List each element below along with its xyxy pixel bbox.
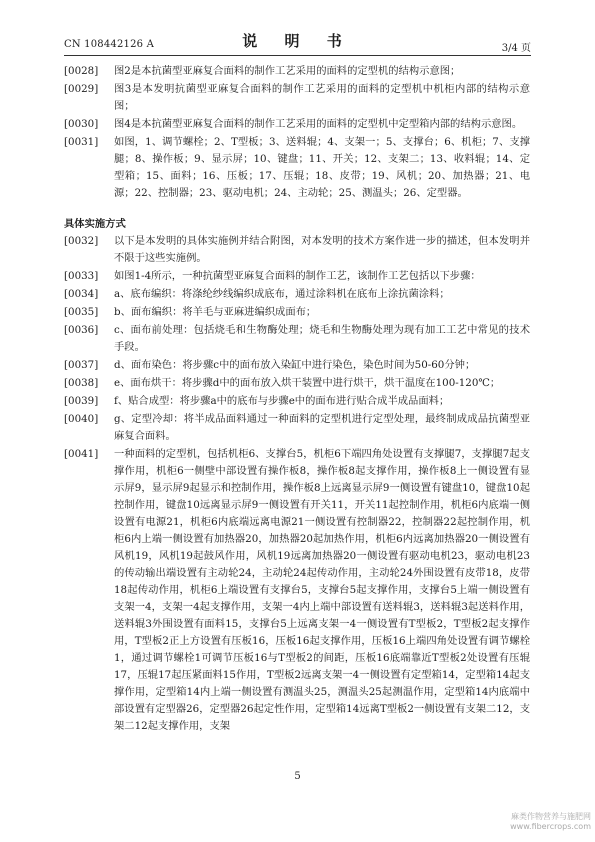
paragraph-number: [0031] xyxy=(64,136,99,148)
paragraph-number: [0036] xyxy=(64,324,99,336)
paragraph-number: [0039] xyxy=(64,395,99,407)
paragraph-text: d、面布染色：将步骤c中的面布放入染缸中进行染色，染色时间为50-60分钟； xyxy=(114,359,476,371)
paragraph-text: 如图，1、调节螺栓；2、T型板；3、送料辊；4、支架一；5、支撑台；6、机柜；7、支撑腿；8、操作板；9、显示屏；10、键盘；11、开关；12、支架二；13、收料辊；14、定型箱；15、面料；16、压板；17、压辊；18、皮带；19、风机；20、加热器；21、电源；22、控制器；23、驱动电机；24、主动轮；25、测温头；26、定型器。 xyxy=(114,136,530,199)
paragraph xyxy=(64,375,530,392)
paragraph-number: [0033] xyxy=(64,270,99,282)
paragraph xyxy=(64,116,530,133)
paragraph xyxy=(64,268,530,285)
paragraph-number: [0030] xyxy=(64,118,99,130)
paragraph-number: [0038] xyxy=(64,377,99,389)
paragraph-number: [0041] xyxy=(64,448,99,460)
paragraph xyxy=(64,393,530,410)
paragraph xyxy=(64,357,530,374)
paragraph-number: [0032] xyxy=(64,235,99,247)
paragraph-text: 如图1-4所示，一种抗菌型亚麻复合面料的制作工艺，该制作工艺包括以下步骤： xyxy=(114,270,481,282)
paragraph-text: a、底布编织：将涤纶纱线编织成底布，通过涂料机在底布上涂抗菌涂料； xyxy=(114,288,450,300)
page-indicator: 3/4 页 xyxy=(501,43,531,54)
paragraph-text: g、定型冷却：将半成品面料通过一种面料的定型机进行定型处理，最终制成成品抗菌型亚麻复合面料。 xyxy=(114,413,530,442)
paragraph xyxy=(64,81,530,115)
paragraph-text: e、面布烘干：将步骤d中的面布放入烘干装置中进行烘干，烘干温度在100-120℃； xyxy=(114,377,501,389)
paragraph-text: 以下是本发明的具体实施例并结合附图，对本发明的技术方案作进一步的描述，但本发明并不限于这些实施例。 xyxy=(114,235,530,264)
paragraph-text: 图2是本抗菌型亚麻复合面料的制作工艺采用的面料的定型机的结构示意图； xyxy=(114,65,461,77)
paragraph-text: c、面布前处理：包括烧毛和生物酶处理；烧毛和生物酶处理为现有加工工艺中常见的技术手段。 xyxy=(114,324,530,353)
page-number: 5 xyxy=(294,771,301,782)
watermark-url: www.fibercrops.com xyxy=(510,822,591,831)
paragraph xyxy=(64,322,530,356)
publication-number: CN 108442126 A xyxy=(64,39,155,50)
paragraph-group-embodiment xyxy=(64,233,530,735)
paragraph-number: [0034] xyxy=(64,288,99,300)
page-header xyxy=(64,30,531,52)
paragraph-text: b、面布编织：将羊毛与亚麻进编织成面布； xyxy=(114,306,317,318)
paragraph xyxy=(64,411,530,445)
paragraph-group-figures xyxy=(64,63,530,202)
paragraph xyxy=(64,233,530,267)
paragraph xyxy=(64,446,530,735)
paragraph-number: [0035] xyxy=(64,306,99,318)
document-title: 说 明 书 xyxy=(242,32,353,50)
paragraph-text: f、贴合成型：将步骤a中的底布与步骤e中的面布进行贴合成半成品面料； xyxy=(114,395,450,407)
section-heading: 具体实施方式 xyxy=(64,218,126,230)
paragraph-number: [0029] xyxy=(64,83,99,95)
site-watermark xyxy=(470,812,595,832)
paragraph-text: 图4是本抗菌型亚麻复合面料的制作工艺采用的面料的定型机中定型箱内部的结构示意图。 xyxy=(114,118,523,130)
paragraph-number: [0040] xyxy=(64,413,99,425)
paragraph-text: 图3是本发明抗菌型亚麻复合面料的制作工艺采用的面料的定型机中机柜内部的结构示意图； xyxy=(114,83,530,112)
paragraph xyxy=(64,134,530,202)
paragraph xyxy=(64,63,530,80)
paragraph-number: [0037] xyxy=(64,359,99,371)
document-body xyxy=(64,63,530,735)
paragraph xyxy=(64,304,530,321)
header-divider xyxy=(64,55,531,56)
watermark-title: 麻类作物营养与施肥网 xyxy=(511,812,591,821)
paragraph-text: 一种面料的定型机，包括机柜6、支撑台5，机柜6下端四角处设置有支撑腿7，支撑腿7起支撑作用，机柜6一侧壁中部设置有操作板8，操作板8起支撑作用，操作板8上一侧设置有显示屏9，显示屏9起显示和控制作用，操作板8上远离显示屏9一侧设置有键盘10，键盘10起控制作用，键盘10远离显示屏9一侧设置有开关11，开关11起控制作用，机柜6内底端一侧设置有电源21，机柜6内底端远离电源21一侧设置有控制器22，控制器22起控制作用，机柜6内上端一侧设置有加热器20，加热器20起加热作用，机柜6内远离加热器20一侧设置有风机19，风机19起鼓风作用，风机19远离加热器20一侧设置有驱动电机23，驱动电机23的传动输出端设置有主动轮24，主动轮24起传动作用，主动轮24外围设置有皮带18，皮带18起传动作用，机柜6上端设置有支撑台5，支撑台5起支撑作用，支撑台5上端一侧设置有支架一4，支架一4起支撑作用，支架一4内上端中部设置有送料辊3，送料辊3起送料作用，送料辊3外围设置有面料15，支撑台5上远离支架一4一侧设置有T型板2，T型板2起支撑作用，T型板2正上方设置有压板16，压板16起支撑作用，压板16上端四角处设置有调节螺栓1，通过调节螺栓1可调节压板16与T型板2的间距，压板16底端靠近T型板2处设置有压辊17，压辊17起压紧面料15作用，T型板2远离支架一4一侧设置有定型箱14，定型箱14起支撑作用，定型箱14内上端一侧设置有测温头25，测温头25起测温作用，定型箱14内底端中部设置有定型器26，定型器26起定性作用，定型箱14远离T型板2一侧设置有支架二12，支架二12起支撑作用，支架 xyxy=(114,448,530,732)
paragraph xyxy=(64,286,530,303)
paragraph-number: [0028] xyxy=(64,65,99,77)
